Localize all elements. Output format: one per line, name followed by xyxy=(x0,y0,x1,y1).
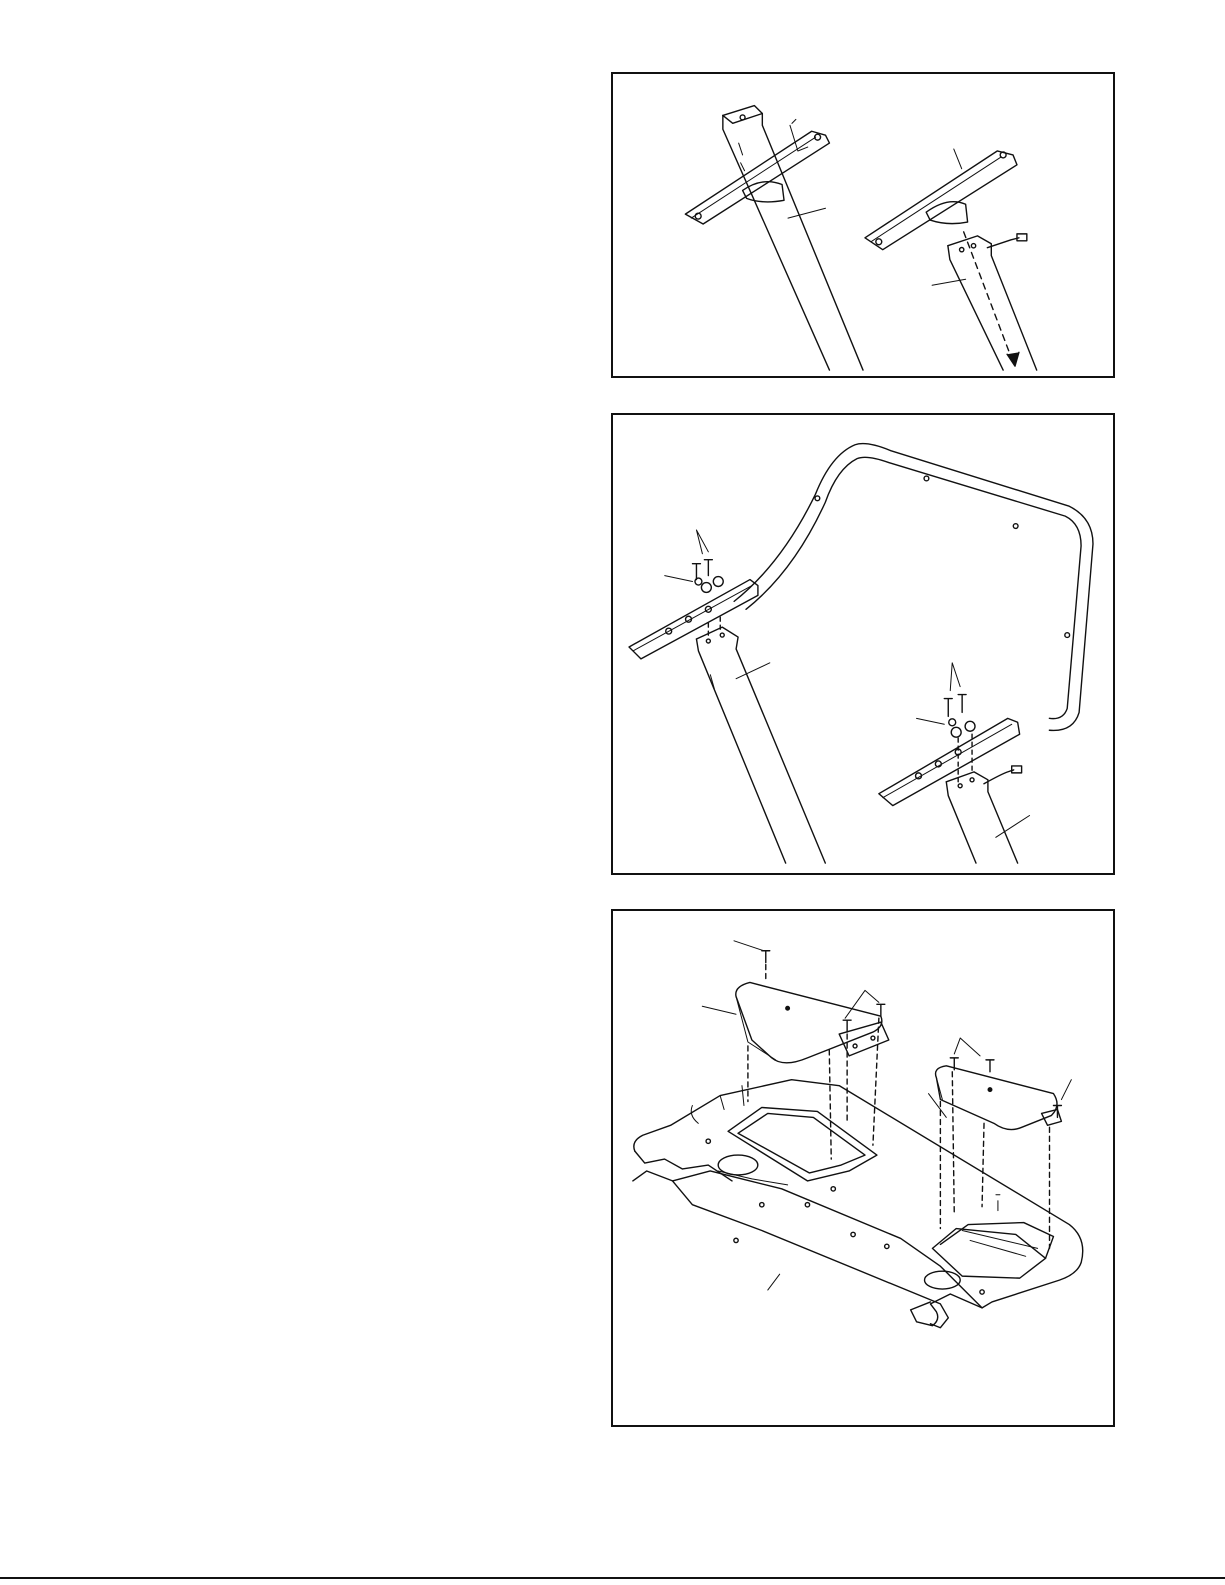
figure-2-drawing xyxy=(613,415,1113,873)
page-bottom-rule xyxy=(0,1577,1225,1579)
figure-2-crossbar xyxy=(611,413,1115,875)
figure-1-drawing xyxy=(613,74,1113,376)
figure-3-console-covers xyxy=(611,909,1115,1427)
figure-1-upright-brackets xyxy=(611,72,1115,378)
figure-3-drawing xyxy=(613,911,1113,1425)
